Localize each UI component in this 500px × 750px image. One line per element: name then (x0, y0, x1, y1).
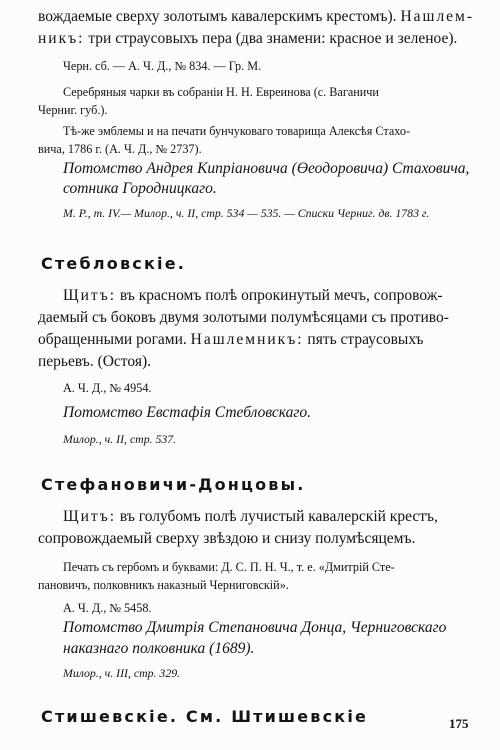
lineage-line: сотника Городницкаго. (63, 180, 217, 197)
seal-note-line: пановичъ, полковникъ наказный Черниговскій». (38, 578, 289, 592)
text-run: три страусовыхъ пера (два знамени: красное и зеленое). (88, 30, 458, 47)
text-run: пять страусовыхъ (307, 331, 424, 348)
text-line (38, 331, 424, 349)
section-heading: Стишевскіе. См. Штишевскіе (41, 707, 369, 726)
text-run: въ голубомъ полѣ лучистый кавалерскій крестъ, (119, 508, 438, 525)
note-line: Черниг. губ.). (38, 103, 108, 117)
lineage-line: Потомство Дмитрія Степановича Донца, Черниговскаго (63, 619, 447, 636)
text-run: вождаемые сверху золотымъ кавалерскимъ крестомъ). (38, 8, 397, 25)
source-citation: М. Р., т. IV.— Милор., ч. II, стр. 534 — 535. — Списки Черниг. дв. 1783 г. (63, 206, 430, 220)
text-run: обращенными рогами. (38, 331, 187, 348)
emphasized-term: Щитъ: (63, 508, 117, 525)
emphasized-term: Щитъ: (63, 287, 117, 304)
text-line: сопровождаемый сверху звѣздою и снизу полумѣсяцемъ. (38, 530, 416, 547)
seal-note-line: Печать съ гербомъ и буквами: Д. С. П. Н. Ч., т. е. «Дмитрій Сте- (63, 560, 395, 574)
note-line: вича, 1786 г. (А. Ч. Д., № 2737). (38, 142, 202, 156)
page-number: 175 (449, 716, 469, 731)
lineage-line: Потомство Андрея Кипріановича (Өеодоровича) Стаховича, (63, 160, 470, 177)
text-line: даемый съ боковъ двумя золотыми полумѣсяцами съ противо- (38, 309, 449, 326)
emphasized-term: никъ: (38, 30, 85, 47)
section-heading: Стефановичи-Донцовы. (41, 475, 306, 494)
emphasized-term: Нашлем- (400, 8, 475, 25)
archive-reference: А. Ч. Д., № 5458. (63, 601, 152, 615)
source-citation: Милор., ч. III, стр. 329. (63, 666, 181, 680)
text-line (38, 8, 474, 26)
lineage-line: Потомство Евстафія Стебловскаго. (63, 404, 312, 421)
archive-reference: А. Ч. Д., № 4954. (63, 381, 152, 395)
emphasized-term: Нашлемникъ: (190, 331, 304, 348)
section-heading: Стебловскіе. (41, 254, 187, 273)
source-citation: Милор., ч. II, стр. 537. (63, 432, 177, 446)
text-line (63, 508, 438, 526)
text-line: перьевъ. (Остоя). (38, 353, 151, 370)
note-line: Серебряныя чарки въ собраніи Н. Н. Евреинова (с. Ваганичи (63, 85, 379, 99)
text-run: въ красномъ полѣ опрокинутый мечъ, сопровож- (119, 287, 443, 304)
text-line (38, 30, 457, 48)
text-line (63, 287, 443, 305)
lineage-line: наказнаго полковника (1689). (63, 640, 255, 657)
note-line: Тѣ-же эмблемы и на печати бунчуковаго товарища Алексѣя Стахо- (63, 124, 411, 138)
archive-reference: Черн. сб. — А. Ч. Д., № 834. — Гр. М. (63, 59, 262, 73)
